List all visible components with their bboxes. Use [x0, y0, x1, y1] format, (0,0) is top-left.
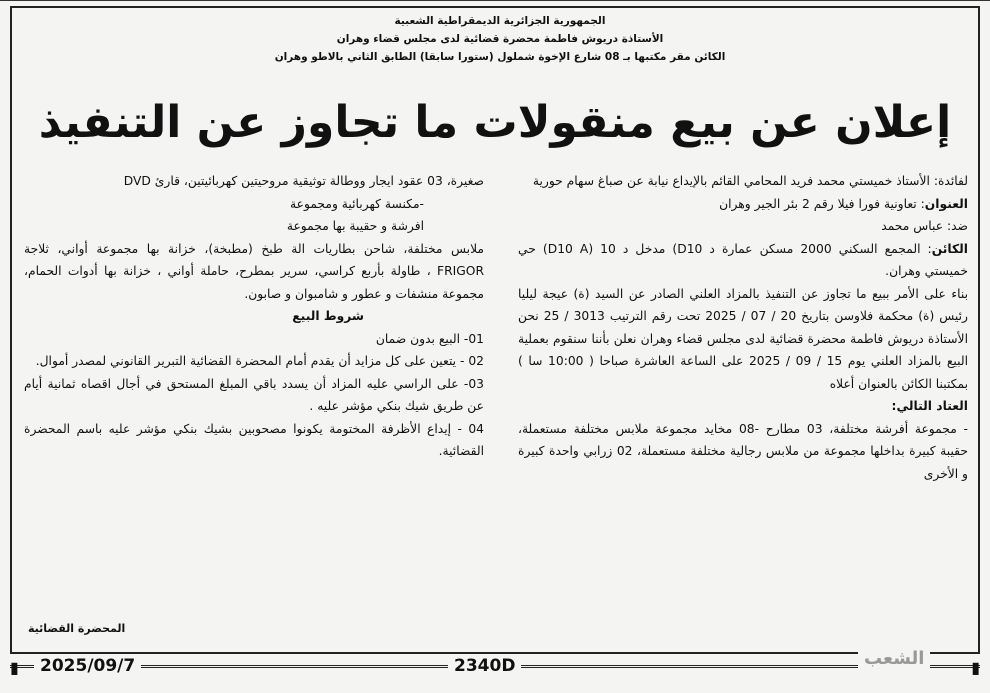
- conditions-heading: شروط البيع: [292, 309, 364, 323]
- signature: المحضرة القضائية: [28, 622, 126, 635]
- located-label: الكائن: [931, 241, 968, 256]
- top-rule: [0, 0, 990, 5]
- beneficiary: لفائدة: الأستاذ خميستي محمد فريد المحامي القائم بالإيداع نيابة عن صباغ سهام حورية: [532, 174, 968, 188]
- address-value: : تعاونية فورا فيلا رقم 2 بئر الجير وهران: [719, 196, 925, 211]
- reference-number: 2340D: [448, 656, 521, 676]
- items-heading: العتاد التالي:: [891, 399, 968, 413]
- footer: [0, 648, 990, 680]
- defendant: ضد: عباس محمد: [881, 219, 968, 233]
- located-value: : المجمع السكني 2000 مسكن عمارة د D10) مدخل د 10 (D10 A) حي خميستي وهران.: [518, 241, 968, 278]
- footer-marker-right: ▮: [971, 658, 980, 677]
- defendant-address: [518, 238, 968, 283]
- issuer-header: [260, 12, 740, 66]
- beneficiary-address: [518, 193, 968, 216]
- items-vacuum: -مكنسة كهربائية ومجموعة: [290, 196, 424, 211]
- publication-date: 2025/09/7: [34, 656, 141, 676]
- items-continued: صغيرة، 03 عقود ايجار ووطالة توثيقية مروحيتين كهربائيتين، قارئ DVD: [123, 174, 484, 188]
- announcement-title: إعلان عن بيع منقولات ما تجاوز عن التنفيذ: [38, 97, 952, 148]
- items-bedding: افرشة و حقيبة بها مجموعة: [286, 219, 424, 233]
- condition-3: 03- على الراسي عليه المزاد أن يسدد باقي المبلغ المستحق في أجال اقصاه ثمانية أيام عن طريق شيك بنكي مؤشر عليه .: [24, 376, 484, 413]
- condition-2: 02 - يتعين على كل مزايد أن يقدم أمام المحضرة القضائية التبرير القانوني لمصدر أموال.: [35, 354, 484, 368]
- items-list: - مجموعة أفرشة مختلفة، 03 مطارح -08 مخايد مجموعة ملابس مختلفة مستعملة، حقيبة كبيرة بداخلها مجموعة من ملابس رجالية مختلفة مستعملة، 02 زرابي واحدة كبيرة و الأخرى: [518, 421, 968, 481]
- footer-marker-left: ▮: [10, 658, 19, 677]
- header-republic: الجمهورية الجزائرية الديمقراطية الشعبية: [394, 15, 606, 27]
- newspaper-logo: الشعب: [858, 648, 930, 669]
- address-label: العنوان: [924, 196, 968, 211]
- header-bailiff: الأستاذة دريوش فاطمة محضرة قضائية لدى مجلس قضاء وهران: [336, 33, 664, 45]
- right-column: [518, 170, 968, 485]
- condition-4: 04 - إيداع الأظرفة المختومة يكونوا مصحوبين بشيك بنكي مؤشر عليه باسم المحضرة القضائية.: [24, 421, 484, 458]
- announcement-body: بناء على الأمر ببيع ما تجاوز عن التنفيذ بالمزاد العلني الصادر عن السيد (ة) عيجة ليليا رئيس (ة) محكمة فلاوسن بتاريخ 20 / 07 / 2025 تحت رقم الترتيب 3013 / 25 نحن الأستاذة دريوش فاطمة محضرة قضائية لدى مجلس قضاء وهران نعلن بأننا سنقوم بعملية البيع بالمزاد العلني يوم 15 / 09 / 2025 على الساعة العاشرة صباحا ( 10:00 سا ) بمكتبنا الكائن بالعنوان أعلاه: [518, 286, 968, 391]
- items-household: ملابس مختلفة، شاحن بطاريات الة طبخ (مطبخة)، خزانة بها مجموعة أواني، ثلاجة FRIGOR ، طاولة بأربع كراسي، سرير بمطرح، حاملة أواني ، خزانة بها أدوات الحمام، مجموعة منشفات و عطور و شامبوان و صابون.: [24, 241, 484, 301]
- left-column: [24, 170, 484, 463]
- condition-1: 01- البيع بدون ضمان: [375, 331, 484, 346]
- header-address: الكائن مقر مكتبها بـ 08 شارع الإخوة شملول (ستورا سابقا) الطابق الثاني بالاطو وهران: [274, 51, 726, 63]
